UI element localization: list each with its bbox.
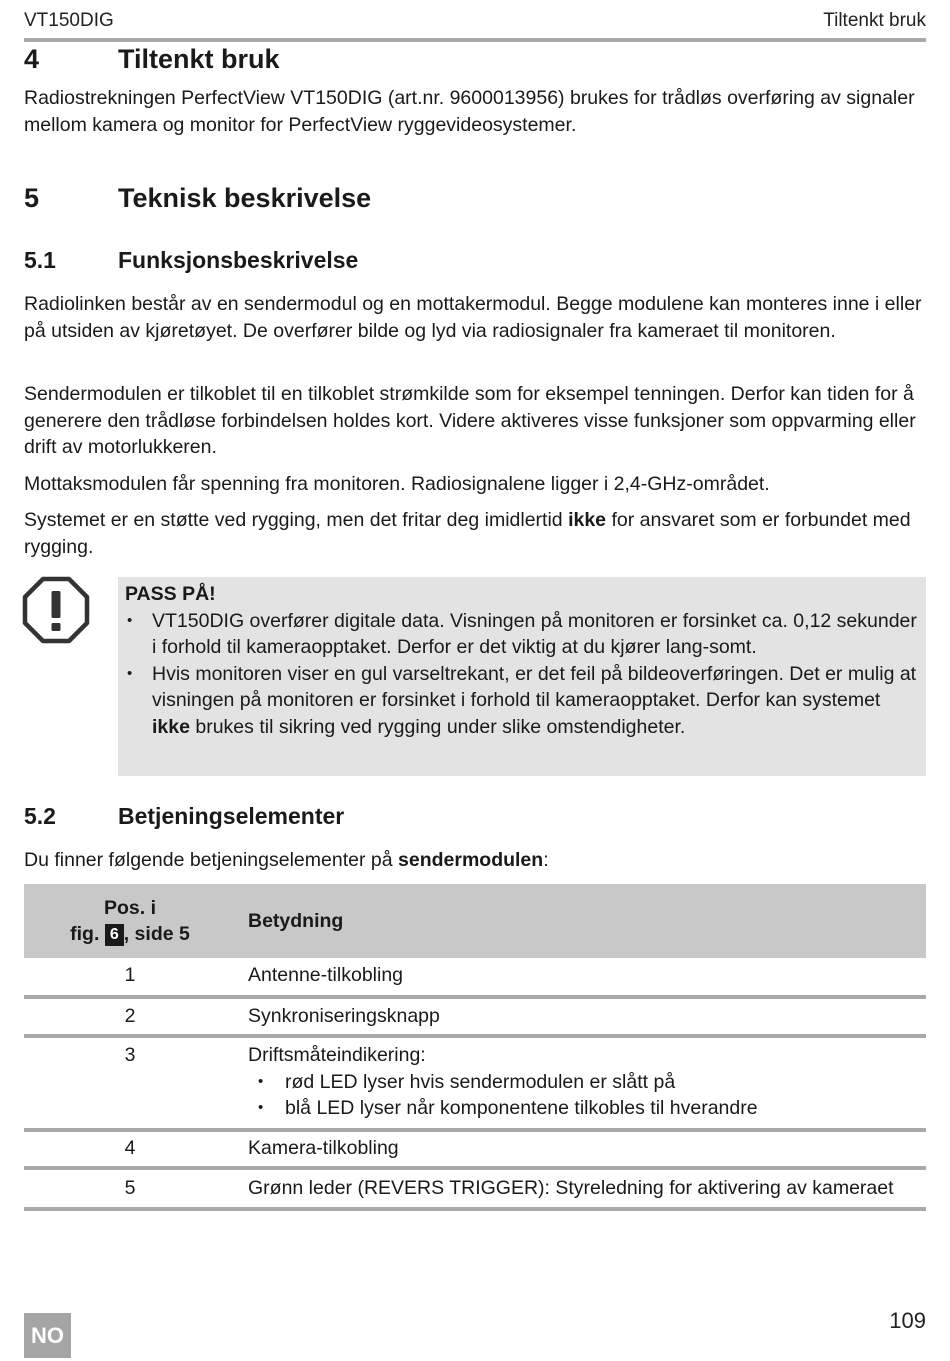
controls-intro: Du finner følgende betjeningselementer på sendermodulen: <box>24 849 549 871</box>
table-row <box>24 962 926 999</box>
warning-list <box>125 608 918 741</box>
column-header-meaning: Betydning <box>248 909 344 932</box>
section-number: 5 <box>24 183 40 213</box>
list-item: • blå LED lyser når komponentene tilkobles til hverandre <box>248 1095 926 1122</box>
table-header <box>24 884 926 958</box>
exclamation-octagon-icon <box>22 576 90 644</box>
section-4-heading <box>24 44 280 75</box>
header-divider <box>24 38 926 42</box>
section-5-heading <box>24 183 371 214</box>
section-title: Funksjonsbeskrivelse <box>118 247 359 273</box>
emphasis-ikke: ikke <box>568 509 607 531</box>
table-row <box>24 1003 926 1038</box>
row-position: 3 <box>124 1044 136 1066</box>
table-row <box>24 1042 926 1132</box>
warning-title: PASS PÅ! <box>125 583 216 605</box>
section-5-2-heading <box>24 803 344 830</box>
warning-item: • Hvis monitoren viser en gul varseltrekant, er det feil på bildeoverføringen. Det er mulig at visningen på monitoren er forsinket i forhold til kameraopptaket. Derfor kan systemet ikke brukes til sikring ved rygging under slike omstendigheter. <box>125 661 918 741</box>
paragraph-sendermodule: Sendermodulen er tilkoblet til en tilkoblet strømkilde som for eksempel tenningen. Derfor kan tiden for å generere den trådløse forbindelsen holdes kort. Videre aktiveres visse funksjoner som oppvarming eller drift av motorlukkeren. <box>24 383 916 458</box>
page-header <box>24 8 926 34</box>
emphasis-ikke: ikke <box>152 715 190 738</box>
section-number: 5.1 <box>24 247 56 273</box>
row-meaning: Kamera-tilkobling <box>248 1137 399 1159</box>
row-position: 5 <box>124 1177 136 1199</box>
header-section: Tiltenkt bruk <box>823 10 926 31</box>
row-meaning: Synkroniseringsknapp <box>248 1005 440 1027</box>
section-5-1-heading <box>24 247 358 274</box>
paragraph-responsibility: Systemet er en støtte ved rygging, men det fritar deg imidlertid ikke for ansvaret som er forbundet med rygging. <box>24 509 911 558</box>
paragraph-radiolink: Radiolinken består av en sendermodul og en mottakermodul. Begge modulene kan monteres inne i eller på utsiden av kjøretøyet. De overfører bilde og lyd via radiosignaler fra kameraet til monitoren. <box>24 293 922 342</box>
emphasis-sendermodulen: sendermodulen <box>398 849 544 871</box>
table-row <box>24 1135 926 1170</box>
table-row <box>24 1175 926 1211</box>
warning-box <box>118 577 926 776</box>
header-product: VT150DIG <box>24 10 114 31</box>
warning-item: • VT150DIG overfører digitale data. Visningen på monitoren er forsinket ca. 0,12 sekunder i forhold til kameraopptaket. Derfor er det viktig at du kjører lang-somt. <box>125 608 918 661</box>
row-position: 4 <box>124 1137 136 1159</box>
row-position: 2 <box>124 1005 136 1027</box>
section-number: 4 <box>24 44 40 74</box>
row-meaning: Antenne-tilkobling <box>248 964 404 986</box>
list-item: • rød LED lyser hvis sendermodulen er slått på <box>248 1069 926 1096</box>
paragraph-receiver: Mottaksmodulen får spenning fra monitoren. Radiosignalene ligger i 2,4-GHz-området. <box>24 473 770 495</box>
figure-number-badge: 6 <box>105 924 124 946</box>
led-list <box>248 1069 926 1122</box>
section-title: Betjeningselementer <box>118 803 345 829</box>
section-title: Tiltenkt bruk <box>118 44 280 74</box>
section-number: 5.2 <box>24 803 56 829</box>
language-badge: NO <box>24 1313 71 1358</box>
row-meaning: Grønn leder (REVERS TRIGGER): Styreledning for aktivering av kameraet <box>248 1177 894 1199</box>
row-meaning: Driftsmåteindikering: <box>248 1044 426 1066</box>
section-title: Teknisk beskrivelse <box>118 183 372 213</box>
column-header-position: Pos. i fig. 6 , side 5 <box>70 897 190 945</box>
row-position: 1 <box>124 964 136 986</box>
page-number: 109 <box>889 1308 926 1333</box>
section-4-text: Radiostrekningen PerfectView VT150DIG (art.nr. 9600013956) brukes for trådløs overføring av signaler mellom kamera og monitor for PerfectView ryggevideosystemer. <box>24 87 915 136</box>
